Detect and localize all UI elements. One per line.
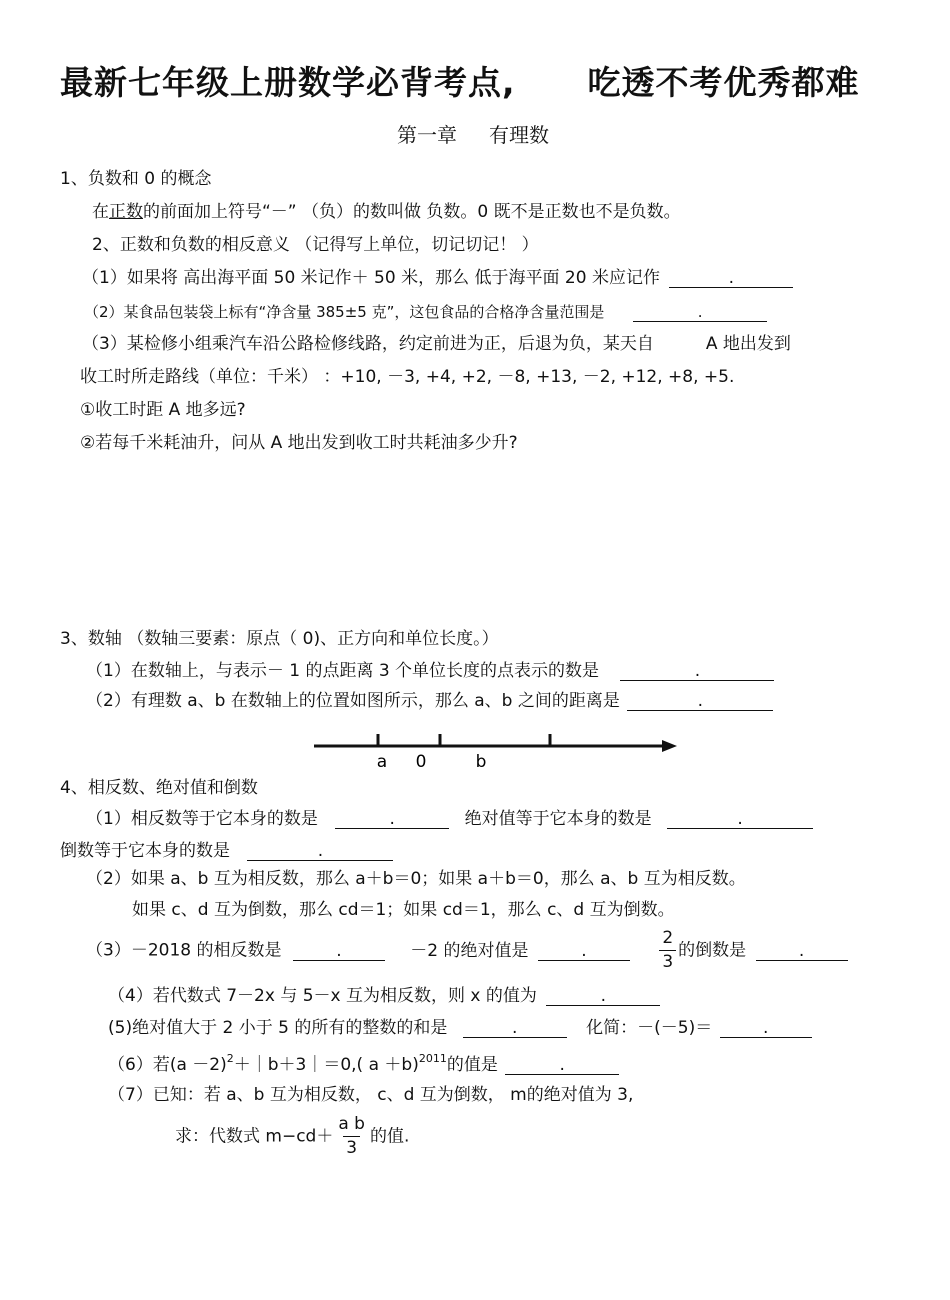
question-text: (5)绝对值大于 2 小于 5 的所有的整数的和是 (108, 1018, 448, 1038)
question-text: ＋｜b＋3｜＝0,( a ＋b) (233, 1055, 419, 1075)
document-title (60, 63, 860, 102)
question-text: （1）相反数等于它本身的数是 (86, 809, 318, 829)
answer-blank[interactable]: . (293, 943, 385, 961)
answer-blank[interactable]: . (633, 304, 767, 322)
question-1-2 (84, 304, 767, 322)
question-4-3 (86, 930, 848, 971)
question-text: 的倒数是 (678, 940, 747, 961)
answer-blank[interactable]: . (546, 988, 660, 1006)
question-4-7-line-1: （7）已知：若 a、b 互为相反数， c、d 互为倒数， m的绝对值为 3, (108, 1085, 634, 1105)
definition-text-pre: 在 (92, 202, 109, 222)
question-4-1-line-1 (86, 811, 813, 829)
question-text: （3）－2018 的相反数是 (86, 940, 282, 961)
answer-blank[interactable]: . (335, 811, 449, 829)
negative-number-definition (92, 204, 681, 221)
answer-blank[interactable]: . (720, 1020, 812, 1038)
question-4-6 (108, 1053, 619, 1075)
question-4-1-line-2 (60, 843, 393, 861)
question-text: 的值. (369, 1126, 410, 1147)
question-1-3-line-2: 收工时所走路线（单位：千米） ：+10, －3, +4, +2, －8, +13, －2, +12, +8, +5. (80, 367, 735, 387)
answer-blank[interactable]: . (505, 1057, 619, 1075)
question-text-right: A 地出发到 (705, 334, 791, 354)
question-4-2-line-2: 如果 c、d 互为倒数，那么 cd＝1；如果 cd＝1，那么 c、d 互为倒数。 (132, 900, 675, 920)
question-text: （6）若(a －2) (108, 1055, 227, 1075)
question-4-4 (108, 988, 660, 1006)
answer-blank[interactable]: . (247, 843, 393, 861)
question-text: 求：代数式 m−cd＋ (175, 1126, 334, 1147)
section-4-heading: 4、相反数、绝对值和倒数 (60, 778, 258, 798)
definition-text-post: 的前面加上符号“－” （负）的数叫做 负数。0 既不是正数也不是负数。 (143, 202, 681, 222)
section-2-heading: 2、正数和负数的相反意义 （记得写上单位，切记切记！ ） (92, 235, 539, 255)
fraction-numerator: a b (338, 1114, 365, 1134)
answer-blank[interactable]: . (667, 811, 813, 829)
chapter-name: 有理数 (489, 123, 549, 147)
title-right: 吃透不考优秀都难 (587, 63, 860, 102)
chapter-label: 第一章 (397, 123, 457, 147)
title-left: 最新七年级上册数学必背考点, (60, 63, 516, 102)
definition-underlined-word: 正数 (109, 202, 143, 222)
question-text: 绝对值等于它本身的数是 (464, 809, 652, 829)
question-text: 化简：－(－5)＝ (586, 1018, 713, 1038)
question-text: 倒数等于它本身的数是 (60, 841, 230, 861)
number-line (300, 728, 700, 776)
question-4-5 (108, 1020, 812, 1038)
fraction-a-b-over-3 (335, 1116, 368, 1157)
question-text: （1）在数轴上，与表示－ 1 的点距离 3 个单位长度的点表示的数是 (86, 661, 600, 681)
label-a: a (376, 752, 388, 772)
fraction-denominator: 3 (659, 950, 676, 971)
exponent: 2011 (418, 1052, 447, 1065)
fraction-numerator: 2 (662, 928, 674, 948)
answer-blank[interactable]: . (669, 270, 793, 288)
question-text: －2 的绝对值是 (410, 940, 529, 961)
section-1-heading: 1、负数和 0 的概念 (60, 169, 212, 189)
question-text: （4）若代数式 7－2x 与 5－x 互为相反数，则 x 的值为 (108, 986, 537, 1006)
question-text: （2）某食品包装袋上标有“净含量 385±5 克”，这包食品的合格净含量范围是 (84, 303, 605, 321)
answer-blank[interactable]: . (538, 943, 630, 961)
section-3-heading: 3、数轴 （数轴三要素：原点（ 0)、正方向和单位长度。） (60, 629, 499, 649)
question-4-2-line-1: （2）如果 a、b 互为相反数，那么 a＋b＝0；如果 a＋b＝0，那么 a、b 互为相反数。 (86, 869, 746, 889)
question-1-3-sub-2: ②若每千米耗油升，问从 A 地出发到收工时共耗油多少升? (80, 433, 518, 453)
question-3-1 (86, 663, 774, 681)
question-1-1 (82, 270, 793, 288)
answer-blank[interactable]: . (627, 693, 773, 711)
answer-blank[interactable]: . (756, 943, 848, 961)
answer-blank[interactable]: . (620, 663, 774, 681)
label-0: 0 (415, 752, 427, 772)
question-3-2 (86, 693, 773, 711)
label-b: b (475, 752, 487, 772)
exponent: 2 (226, 1052, 234, 1065)
question-4-7-line-2 (175, 1116, 409, 1157)
question-1-3-sub-1: ①收工时距 A 地多远? (80, 400, 246, 420)
question-text: 的值是 (446, 1055, 498, 1075)
number-line-arrow (662, 740, 677, 752)
answer-blank[interactable]: . (463, 1020, 567, 1038)
chapter-heading (397, 125, 549, 145)
fraction-two-thirds (659, 930, 676, 971)
question-1-3-line-1 (82, 336, 791, 353)
question-text: （2）有理数 a、b 在数轴上的位置如图所示，那么 a、b 之间的距离是 (86, 691, 620, 711)
question-text: （1）如果将 高出海平面 50 米记作＋ 50 米，那么 低于海平面 20 米应记作 (82, 268, 660, 288)
question-text: （3）某检修小组乘汽车沿公路检修线路，约定前进为正，后退为负，某天自 (82, 334, 654, 354)
fraction-denominator: 3 (343, 1136, 360, 1157)
